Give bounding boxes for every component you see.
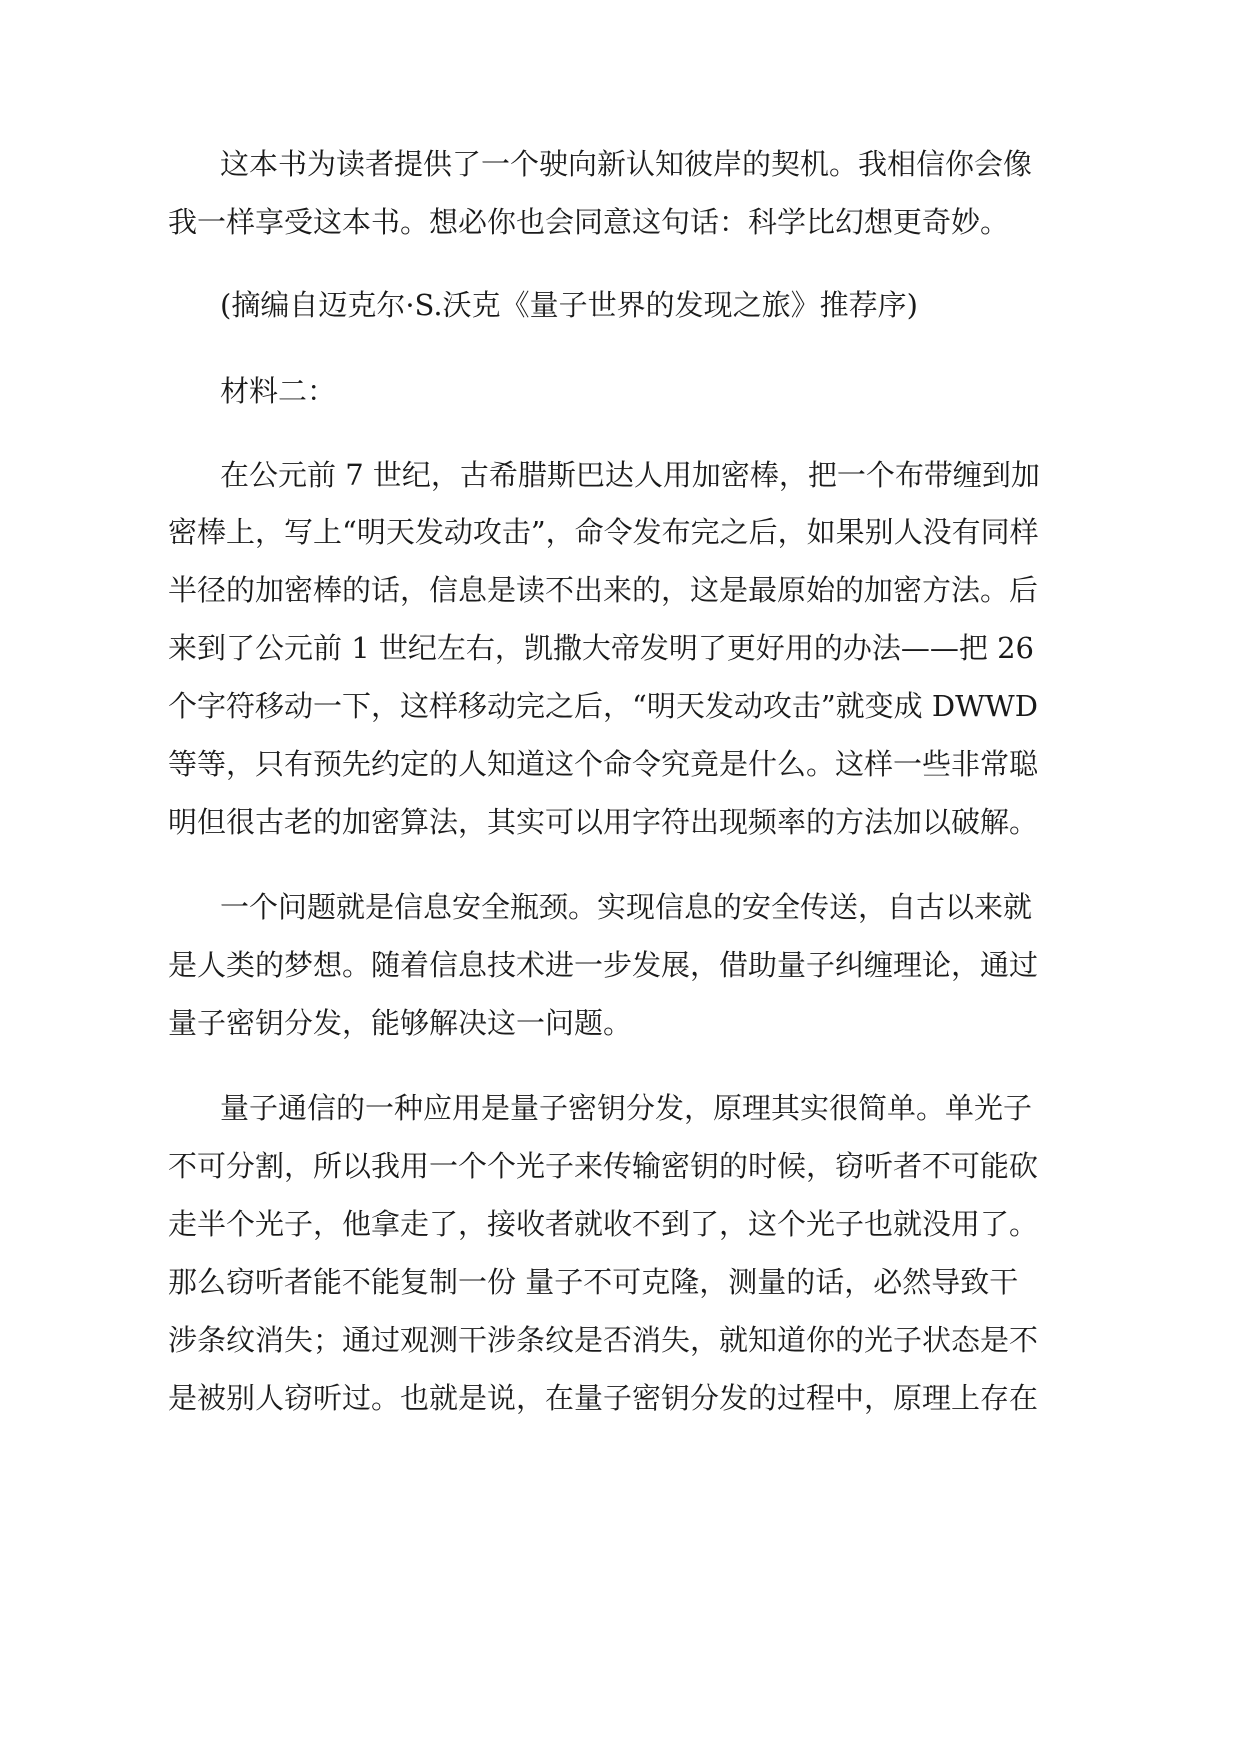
paragraph-4-line-5: 个字符移动一下，这样移动完之后，“明天发动攻击”就变成 DWWD (168, 689, 1038, 723)
paragraph-4-line-6: 等等，只有预先约定的人知道这个命令究竟是什么。这样一些非常聪 (168, 747, 1039, 781)
paragraph-6-line-3: 走半个光子，他拿走了，接收者就收不到了，这个光子也就没用了。 (168, 1207, 1039, 1241)
paragraph-5-line-1: 一个问题就是信息安全瓶颈。实现信息的安全传送，自古以来就 (220, 890, 1033, 924)
paragraph-4-line-1: 在公元前 7 世纪，古希腊斯巴达人用加密棒，把一个布带缠到加 (220, 458, 1040, 492)
paragraph-4-line-3: 半径的加密棒的话，信息是读不出来的，这是最原始的加密方法。后 (168, 573, 1039, 607)
paragraph-4-line-4: 来到了公元前 1 世纪左右，凯撒大帝发明了更好用的办法——把 26 (168, 631, 1035, 665)
paragraph-6-line-5: 涉条纹消失；通过观测干涉条纹是否消失，就知道你的光子状态是不 (168, 1323, 1039, 1357)
source-citation: (摘编自迈克尔·S.沃克《量子世界的发现之旅》推荐序) (220, 288, 918, 322)
paragraph-6-line-6: 是被别人窃听过。也就是说，在量子密钥分发的过程中，原理上存在 (168, 1381, 1039, 1415)
paragraph-5-line-2: 是人类的梦想。随着信息技术进一步发展，借助量子纠缠理论，通过 (168, 948, 1039, 982)
paragraph-5-line-3: 量子密钥分发，能够解决这一问题。 (168, 1006, 633, 1040)
material-two-heading: 材料二： (220, 374, 337, 408)
paragraph-6-line-1: 量子通信的一种应用是量子密钥分发，原理其实很简单。单光子 (220, 1091, 1033, 1125)
paragraph-1-line-2: 我一样享受这本书。想必你也会同意这句话：科学比幻想更奇妙。 (168, 205, 1010, 239)
paragraph-6-line-4: 那么窃听者能不能复制一份 量子不可克隆，测量的话，必然导致干 (168, 1265, 1019, 1299)
paragraph-4-line-2: 密棒上，写上“明天发动攻击”，命令发布完之后，如果别人没有同样 (168, 515, 1039, 549)
paragraph-4-line-7: 明但很古老的加密算法，其实可以用字符出现频率的方法加以破解。 (168, 805, 1039, 839)
paragraph-6-line-2: 不可分割，所以我用一个个光子来传输密钥的时候，窃听者不可能砍 (168, 1149, 1039, 1183)
paragraph-1-line-1: 这本书为读者提供了一个驶向新认知彼岸的契机。我相信你会像 (220, 147, 1033, 181)
